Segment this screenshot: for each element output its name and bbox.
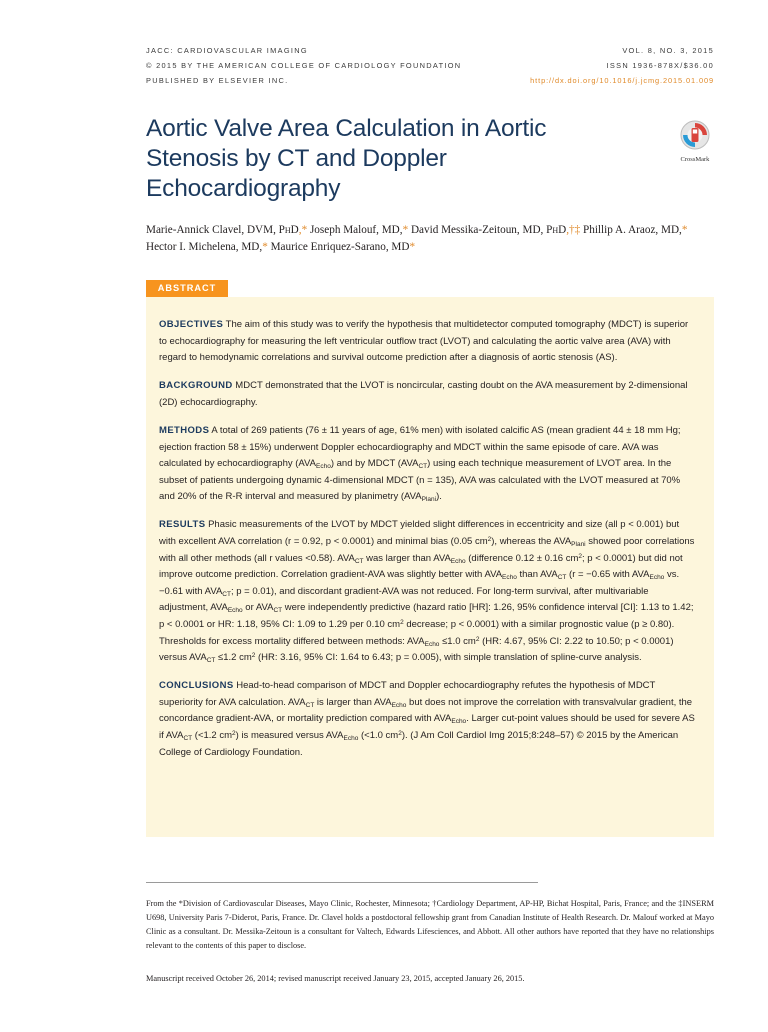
crossmark-icon — [680, 120, 710, 150]
author-list: Marie-Annick Clavel, DVM, PhD,* Joseph Malouf, MD,* David Messika-Zeitoun, MD, PhD,†‡ Phillip A. Araoz, MD,* Hector I. Michelena, MD,* Maurice Enriquez-Sarano, MD* — [146, 224, 688, 253]
manuscript-dates: Manuscript received October 26, 2014; revised manuscript received January 23, 2015, accepted January 26, 2015. — [146, 974, 525, 983]
methods-label: METHODS — [159, 424, 210, 436]
article-title: Aortic Valve Area Calculation in Aortic Stenosis by CT and Doppler Echocardiography — [146, 115, 547, 202]
volume-info: VOL. 8, NO. 3, 2015 — [622, 46, 714, 55]
publisher-line: PUBLISHED BY ELSEVIER INC. — [146, 76, 289, 85]
doi-link[interactable]: http://dx.doi.org/10.1016/j.jcmg.2015.01.009 — [530, 76, 714, 85]
crossmark-badge[interactable] — [670, 120, 720, 163]
results-label: RESULTS — [159, 519, 206, 531]
footnote-divider — [146, 882, 538, 883]
abstract-box — [146, 297, 714, 837]
conclusions-paragraph: CONCLUSIONS Head-to-head comparison of MDCT and Doppler echocardiography refutes the hypothesis of MDCT superiority for AVA calculation. $AVA_{CT}$ is larger than $AVA_{Echo}$ but does not improve the correlation with transvalvular gradient, the concordance gradient-AVA, or mortality prediction compared with $AVA_{Echo}$. Larger cut-point values should be used for severe AS if $AVA_{CT}$ (<1.2 $cm^2$) is measured versus $AVA_{Echo}$ (<1.0 $cm^2$). (J Am Coll Cardiol Img 2015;8:248–57) © 2015 by the American College of Cardiology Foundation. — [159, 680, 695, 758]
methods-paragraph: METHODS A total of 269 patients (76 ± 11 years of age, 61% men) with isolated calcific AS (mean gradient 44 ± 18 mm Hg; ejection fraction 58 ± 15%) underwent Doppler echocardiography and MDCT within the same episode of care. AVA was calculated by echocardiography $(AVA_{Echo})$ and by MDCT $(AVA_{CT})$ using each technique measurement of LVOT area. In the subset of patients undergoing dynamic 4-dimensional MDCT (n = 135), AVA was calculated with the LVOT measured at 70% and 20% of the R-R interval and measured by planimetry $(AVA_{Plani})$. — [159, 424, 681, 504]
affiliation-footnote: From the *Division of Cardiovascular Diseases, Mayo Clinic, Rochester, Minnesota; †Cardiology Department, AP-HP, Bichat Hospital, Paris, France; and the ‡INSERM U698, University Paris 7-Diderot, Paris, France. Dr. Clavel holds a postdoctoral fellowship grant from Canadian Institute of Health Research. Dr. Malouf worked at Mayo Clinic as a consultant. Dr. Messika-Zeitoun is a consultant for Valtech, Edwards Lifesciences, and Abbott. All other authors have reported that they have no relationships relevant to the contents of this paper to disclose. — [146, 899, 714, 950]
crossmark-label: CrossMark — [680, 156, 710, 163]
background-paragraph: BACKGROUND MDCT demonstrated that the LVOT is noncircular, casting doubt on the AVA measurement by 2-dimensional (2D) echocardiography. — [159, 380, 688, 408]
conclusions-label: CONCLUSIONS — [159, 680, 234, 692]
results-paragraph: RESULTS Phasic measurements of the LVOT by MDCT yielded slight differences in eccentricity and size (all p < 0.001) but with excellent AVA correlation (r = 0.92, p < 0.0001) and minimal bias (0.05 $cm^2$), whereas the $AVA_{Plani}$ showed poor correlations with all other methods (all r values <0.58). $AVA_{CT}$ was larger than $AVA_{Echo}$ (difference 0.12 ± 0.16 $cm^2$; p < 0.0001) but did not improve outcome prediction. Correlation gradient-AVA was slightly better with $AVA_{Echo}$ than $AVA_{CT}$ (r = −0.65 with $AVA_{Echo}$ vs. −0.61 with $AVA_{CT}$; p = 0.01), and discordant gradient-AVA was not reduced. For long-term survival, after multivariable adjustment, $AVA_{Echo}$ or $AVA_{CT}$ were independently predictive (hazard ratio [HR]: 1.26, 95% confidence interval [CI]: 1.13 to 1.42; p < 0.0001 or HR: 1.18, 95% CI: 1.09 to 1.29 per 0.10 $cm^2$ decrease; p < 0.0001) with a similar prognostic value (p ≥ 0.80). Thresholds for excess mortality differed between methods: $AVA_{Echo} \le 1.0$ $cm^2$ (HR: 4.67, 95% CI: 2.22 to 10.50; p < 0.0001) versus $AVA_{CT} \le 1.2$ $cm^2$ (HR: 3.16, 95% CI: 1.64 to 6.43; p = 0.005), with simple translation of spline-curve analysis. — [159, 519, 695, 665]
journal-name: JACC: CARDIOVASCULAR IMAGING — [146, 46, 308, 55]
background-label: BACKGROUND — [159, 380, 233, 392]
objectives-paragraph: OBJECTIVES The aim of this study was to verify the hypothesis that multidetector computed tomography (MDCT) is superior to echocardiography for measuring the left ventricular outflow tract (LVOT) and calculating the aortic valve area (AVA) with regard to hemodynamic correlations and survival outcome prediction after a diagnosis of aortic stenosis (AS). — [159, 319, 689, 364]
objectives-label: OBJECTIVES — [159, 319, 224, 330]
issn-line: ISSN 1936-878X/$36.00 — [606, 61, 714, 70]
copyright-line: © 2015 BY THE AMERICAN COLLEGE OF CARDIOLOGY FOUNDATION — [146, 61, 462, 70]
abstract-tab: ABSTRACT — [146, 280, 228, 297]
